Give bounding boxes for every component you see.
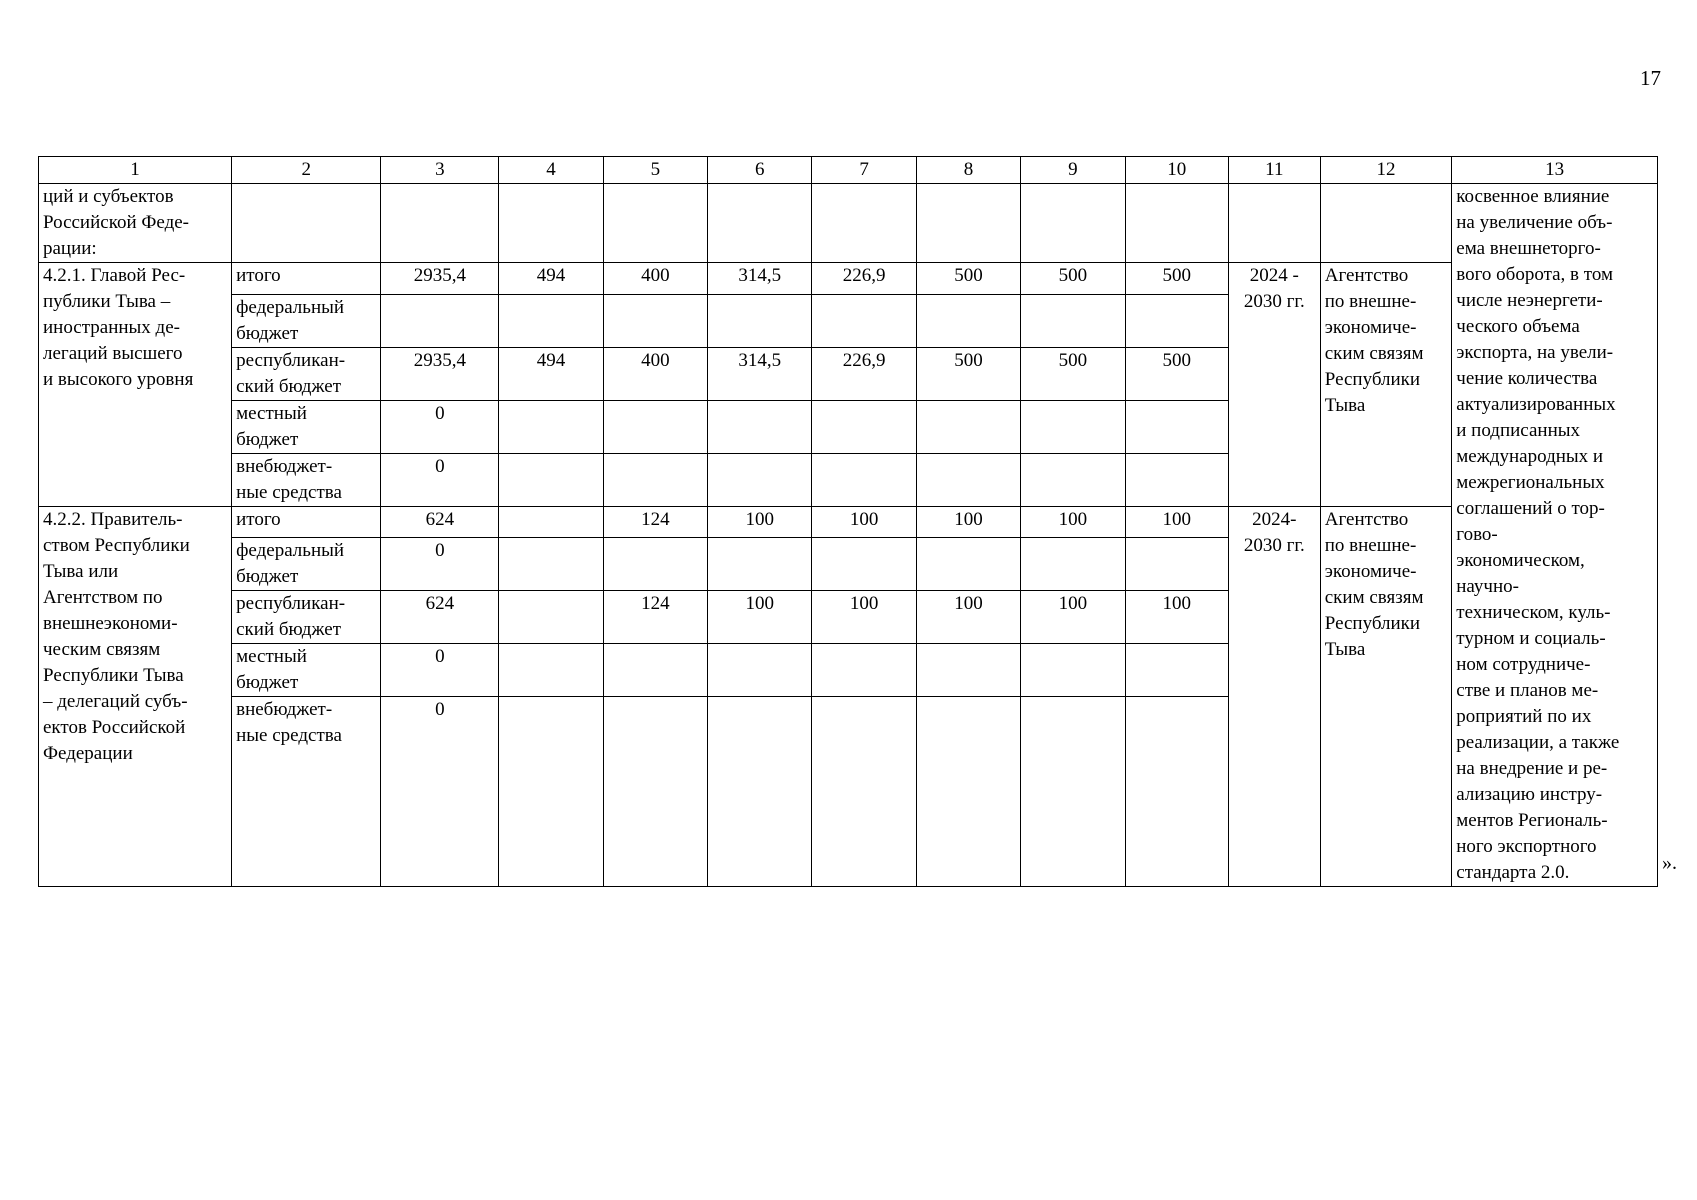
amount-cell: 500	[1125, 263, 1228, 295]
amount-cell: 100	[916, 591, 1020, 644]
column-number: 4	[499, 157, 603, 184]
column-number: 1	[39, 157, 232, 184]
amount-cell	[1125, 697, 1228, 887]
column-number: 2	[232, 157, 381, 184]
amount-cell	[603, 644, 707, 697]
amount-cell: 500	[1021, 263, 1125, 295]
amount-cell	[1021, 400, 1125, 453]
amount-cell: 226,9	[812, 347, 916, 400]
amount-cell: 624	[381, 506, 499, 538]
period: 2024 - 2030 гг.	[1228, 263, 1320, 507]
amount-cell	[812, 644, 916, 697]
amount-cell	[499, 591, 603, 644]
amount-cell: 124	[603, 506, 707, 538]
program-table	[38, 156, 1658, 887]
amount-cell	[499, 697, 603, 887]
amount-cell	[916, 697, 1020, 887]
amount-cell	[708, 538, 812, 591]
funding-source: внебюджет- ные средства	[232, 453, 381, 506]
funding-source: итого	[232, 263, 381, 295]
amount-cell: 500	[1021, 347, 1125, 400]
amount-cell	[708, 644, 812, 697]
intro-text: ций и субъектов Российской Феде- рации:	[39, 184, 232, 263]
amount-cell	[603, 400, 707, 453]
amount-cell: 226,9	[812, 263, 916, 295]
amount-cell	[499, 294, 603, 347]
amount-cell: 2935,4	[381, 263, 499, 295]
amount-cell	[499, 453, 603, 506]
amount-cell: 0	[381, 697, 499, 887]
column-number: 9	[1021, 157, 1125, 184]
amount-cell	[916, 453, 1020, 506]
amount-cell: 0	[381, 453, 499, 506]
table-row	[39, 263, 1658, 295]
amount-cell: 314,5	[708, 263, 812, 295]
amount-cell: 624	[381, 591, 499, 644]
amount-cell: 500	[916, 263, 1020, 295]
column-number: 12	[1320, 157, 1452, 184]
funding-source: федеральный бюджет	[232, 538, 381, 591]
funding-source: местный бюджет	[232, 644, 381, 697]
column-number: 8	[916, 157, 1020, 184]
column-number: 7	[812, 157, 916, 184]
amount-cell: 314,5	[708, 347, 812, 400]
closing-quote: ».	[1662, 852, 1677, 874]
amount-cell: 494	[499, 347, 603, 400]
amount-cell: 0	[381, 538, 499, 591]
amount-cell	[1021, 538, 1125, 591]
amount-cell	[499, 506, 603, 538]
amount-cell: 0	[381, 644, 499, 697]
funding-source: местный бюджет	[232, 400, 381, 453]
amount-cell: 100	[1125, 506, 1228, 538]
amount-cell	[603, 294, 707, 347]
funding-source: итого	[232, 506, 381, 538]
funding-source: республикан- ский бюджет	[232, 347, 381, 400]
amount-cell	[603, 453, 707, 506]
amount-cell	[1125, 453, 1228, 506]
amount-cell	[916, 294, 1020, 347]
amount-cell	[916, 538, 1020, 591]
amount-cell	[812, 697, 916, 887]
period: 2024- 2030 гг.	[1228, 506, 1320, 887]
amount-cell	[499, 644, 603, 697]
amount-cell	[1021, 294, 1125, 347]
funding-source: республикан- ский бюджет	[232, 591, 381, 644]
amount-cell: 100	[1021, 506, 1125, 538]
column-number: 6	[708, 157, 812, 184]
amount-cell	[708, 294, 812, 347]
funding-source: федеральный бюджет	[232, 294, 381, 347]
funding-source: внебюджет- ные средства	[232, 697, 381, 887]
amount-cell	[916, 400, 1020, 453]
amount-cell: 0	[381, 400, 499, 453]
amount-cell: 400	[603, 347, 707, 400]
amount-cell	[499, 400, 603, 453]
result-text: косвенное влияние на увеличение объ- ема внешнеторго- вого оборота, в том числе неэнергети- ческого объема экспорта, на увели- чение количества актуализированных и подписанных международных и межрегиональных соглашений о тор- гово- экономическом, научно- техническом, куль- турном и социаль- ном сотрудниче- стве и планов ме- роприятий по их реализации, а также на внедрение и ре- ализацию инстру- ментов Региональ- ного экспортного стандарта 2.0.	[1452, 184, 1658, 887]
amount-cell	[1125, 538, 1228, 591]
amount-cell: 100	[708, 506, 812, 538]
amount-cell	[916, 644, 1020, 697]
amount-cell: 124	[603, 591, 707, 644]
amount-cell	[1021, 453, 1125, 506]
amount-cell	[1125, 644, 1228, 697]
executor: Агентство по внешне- экономиче- ским связям Республики Тыва	[1320, 263, 1452, 507]
column-number: 3	[381, 157, 499, 184]
column-number: 13	[1452, 157, 1658, 184]
event-name: 4.2.2. Правитель- ством Республики Тыва или Агентством по внешнеэкономи- ческим связям Республики Тыва – делегаций субъ- ектов Российской Федерации	[39, 506, 232, 887]
amount-cell: 100	[812, 591, 916, 644]
amount-cell: 100	[812, 506, 916, 538]
amount-cell: 100	[916, 506, 1020, 538]
amount-cell	[812, 538, 916, 591]
column-number: 5	[603, 157, 707, 184]
amount-cell: 500	[1125, 347, 1228, 400]
amount-cell: 100	[708, 591, 812, 644]
amount-cell: 400	[603, 263, 707, 295]
amount-cell	[708, 697, 812, 887]
amount-cell: 100	[1021, 591, 1125, 644]
amount-cell	[1021, 697, 1125, 887]
amount-cell	[812, 294, 916, 347]
amount-cell	[381, 294, 499, 347]
column-number: 11	[1228, 157, 1320, 184]
amount-cell: 100	[1125, 591, 1228, 644]
amount-cell	[603, 697, 707, 887]
page-number: 17	[1640, 66, 1661, 90]
event-name: 4.2.1. Главой Рес- публики Тыва – иностранных де- легаций высшего и высокого уровня	[39, 263, 232, 507]
executor: Агентство по внешне- экономиче- ским связям Республики Тыва	[1320, 506, 1452, 887]
amount-cell	[499, 538, 603, 591]
amount-cell: 494	[499, 263, 603, 295]
amount-cell	[708, 400, 812, 453]
amount-cell	[812, 400, 916, 453]
amount-cell	[603, 538, 707, 591]
amount-cell	[708, 453, 812, 506]
amount-cell	[1125, 294, 1228, 347]
amount-cell: 500	[916, 347, 1020, 400]
amount-cell	[812, 453, 916, 506]
amount-cell: 2935,4	[381, 347, 499, 400]
amount-cell	[1021, 644, 1125, 697]
table-row	[39, 506, 1658, 538]
column-number: 10	[1125, 157, 1228, 184]
amount-cell	[1125, 400, 1228, 453]
intro-row	[39, 184, 1658, 263]
column-numbers-row	[39, 157, 1658, 184]
